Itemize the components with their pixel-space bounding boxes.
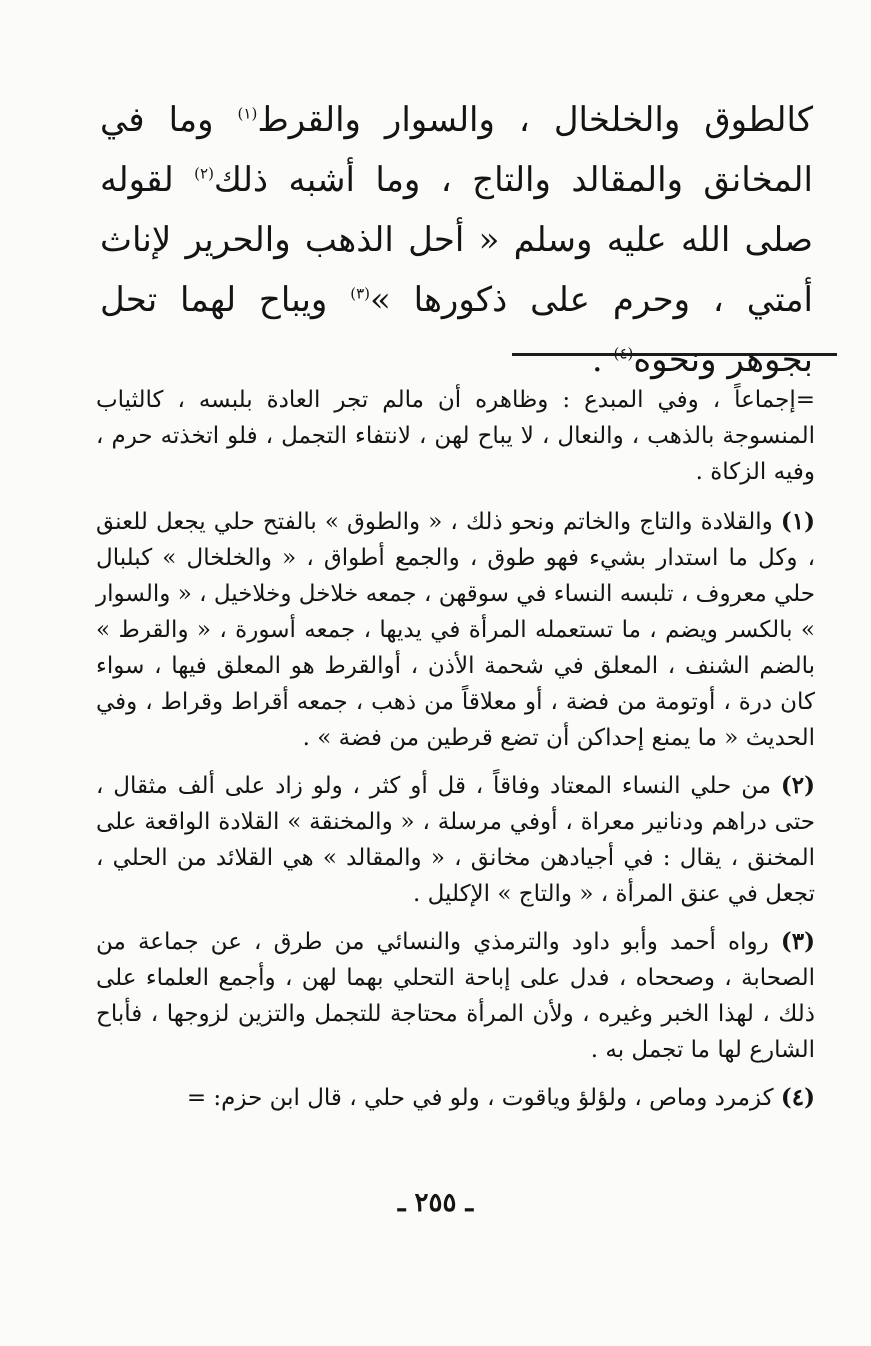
footnote-text: من حلي النساء المعتاد وفاقاً ، قل أو كثر ، ولو زاد على ألف مثقال ، حتى دراهم ودنانير معراة ، أوفي مرسلة ، « والمخنقة » القلادة الواقعة على المخنق ، يقال : في أجيادهن مخانق ، « والمقالد » هي القلائد من الحلي ، تجعل في عنق المرأة ، « والتاج » الإكليل . [96, 773, 815, 907]
footnote-number: (٣) [780, 928, 815, 955]
footnote-number: (٢) [780, 772, 815, 799]
footnote-number: (١) [780, 508, 816, 535]
footnote-4 [96, 1080, 815, 1116]
footnote-ref-1[interactable]: (١) [237, 104, 258, 123]
main-text-part: كالطوق والخلخال ، والسوار والقرط [257, 100, 813, 140]
main-text [100, 90, 813, 390]
footnote-number: (٤) [780, 1084, 815, 1111]
footnote-ref-4[interactable]: (٤) [613, 344, 634, 363]
footnote-continuation: =إجماعاً ، وفي المبدع : وظاهره أن مالم تجر العادة بلبسه ، كالثياب المنسوجة بالذهب ، والنعال ، لا يباح لهن ، لانتفاء التجمل ، فلو اتخذته حرم ، وفيه الزكاة . [96, 387, 815, 485]
footnote-1 [96, 504, 815, 756]
main-paragraph [100, 90, 813, 390]
footnote-separator [512, 353, 837, 356]
page-number: ـ ٢٥٥ ـ [397, 1188, 474, 1218]
footnote-3 [96, 924, 815, 1068]
footnote-text: رواه أحمد وأبو داود والترمذي والنسائي من طرق ، عن جماعة من الصحابة ، وصححاه ، فدل على إباحة التحلي بهما لهن ، وأجمع العلماء على ذلك ، لهذا الخبر وغيره ، ولأن المرأة محتاجة للتجمل والتزين لزوجها ، فأباح الشارع لها ما تجمل به . [96, 929, 815, 1063]
footnote-ref-2[interactable]: (٢) [194, 164, 214, 183]
footnote-2 [96, 768, 815, 912]
main-text-part: ويباح لهما تحل بجوهر ونحوه [100, 280, 813, 380]
footnote-text: والقلادة والتاج والخاتم ونحو ذلك ، « والطوق » بالفتح حلي يجعل للعنق ، وكل ما استدار بشيء فهو طوق ، والجمع أطواق ، « والخلخال » كبلبال حلي معروف ، تلبسه النساء في سوقهن ، جمعه خلاخل وخلاخيل ، « والسوار » بالكسر ويضم ، ما تستعمله المرأة في يديها ، جمعه أسورة ، « والقرط » بالضم الشنف ، المعلق في شحمة الأذن ، أوالقرط هو المعلق فيها ، سواء كان درة ، أوتومة من فضة ، أو معلاقاً من ذهب ، جمعه أقراط وقراط ، وفي الحديث « ما يمنع إحداكن أن تضع قرطين من فضة » . [96, 509, 815, 751]
main-text-part: . [591, 340, 614, 380]
footnote-ref-3[interactable]: (٣) [350, 284, 370, 303]
footnote-text: كزمرد وماص ، ولؤلؤ وياقوت ، ولو في حلي ، قال ابن حزم: = [186, 1085, 781, 1111]
main-text-part: لقوله صلى الله عليه وسلم « أحل الذهب والحرير لإناث أمتي ، وحرم على ذكورها » [100, 160, 813, 320]
footnotes [96, 382, 815, 1128]
main-text-part: وما في المخانق والمقالد والتاج ، وما أشبه ذلك [100, 100, 813, 200]
